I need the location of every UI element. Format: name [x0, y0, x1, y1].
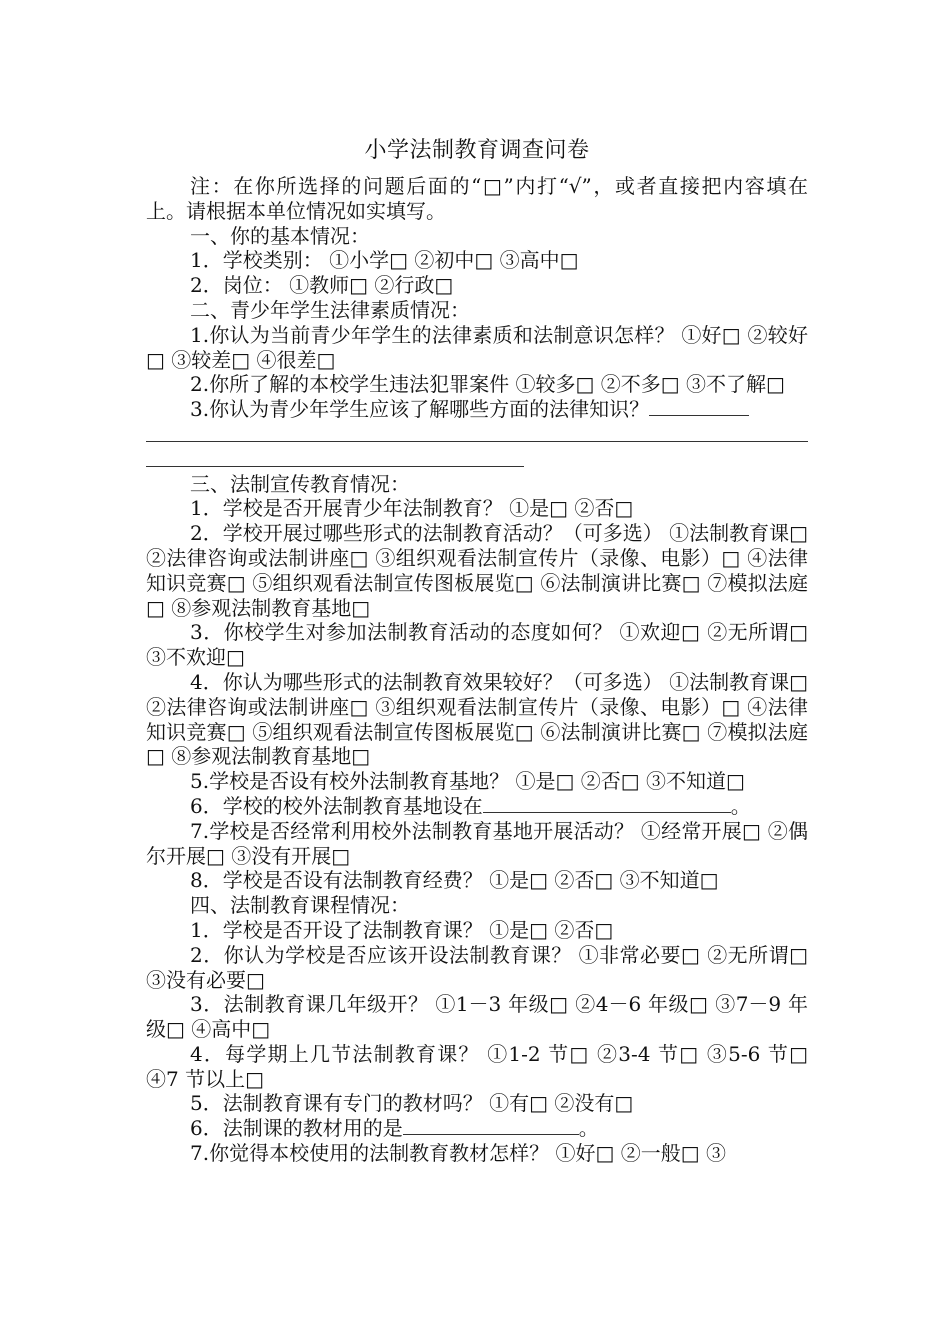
document-body [146, 174, 808, 1166]
question-base-usage: 7.学校是否经常利用校外法制教育基地开展活动？ ①经常开展□ ②偶尔开展□ ③没有开展□ [146, 818, 808, 868]
question-position: 2．岗位： ①教师□ ②行政□ [190, 273, 454, 298]
question-course-grades: 3．法制教育课几年级开？ ①1－3 年级□ ②4－6 年级□ ③7－9 年级□ ④高中□ [146, 992, 808, 1042]
question-student-attitude: 3．你校学生对参加法制教育活动的态度如何？ ①欢迎□ ②无所谓□ ③不欢迎□ [146, 620, 808, 670]
textbook-name-blank[interactable] [403, 1116, 579, 1135]
base-location-blank[interactable] [483, 794, 731, 813]
question-legal-education: 1．学校是否开展青少年法制教育？ ①是□ ②否□ [190, 496, 634, 521]
question-textbook-name-end: 。 [578, 1116, 599, 1141]
question-course-hours: 4．每学期上几节法制教育课？ ①1-2 节□ ②3-4 节□ ③5-6 节□ ④7 节以上□ [146, 1041, 808, 1091]
question-effective-forms: 4．你认为哪些形式的法制教育效果较好？（可多选） ①法制教育课□ ②法律咨询或法制讲座□ ③组织观看法制宣传片（录像、电影）□ ④法律知识竞赛□ ⑤组织观看法制宣传图板展览□ ⑥法制演讲比赛□ ⑦模拟法庭□ ⑧参观法制教育基地□ [146, 669, 808, 769]
section-2-heading: 二、青少年学生法律素质情况： [190, 297, 470, 322]
question-course-offered: 1．学校是否开设了法制教育课？ ①是□ ②否□ [190, 917, 614, 942]
answer-blank-line[interactable] [649, 397, 749, 416]
question-funding: 8．学校是否设有法制教育经费？ ①是□ ②否□ ③不知道□ [190, 868, 719, 893]
document-title: 小学法制教育调查问卷 [364, 138, 590, 163]
answer-line-2[interactable] [146, 447, 808, 472]
question-textbook-name [146, 1116, 808, 1141]
note-paragraph: 注：在你所选择的问题后面的“□”内打“√”，或者直接把内容填在 上。请根据本单位情况如实填写。 [146, 174, 808, 223]
question-textbook-name-text: 6．法制课的教材用的是 [190, 1116, 403, 1141]
question-legal-quality: 1.你认为当前青少年学生的法律素质和法制意识怎样？ ①好□ ②较好□ ③较差□ ④很差□ [146, 322, 808, 372]
question-crime-cases: 2.你所了解的本校学生违法犯罪案件 ①较多□ ②不多□ ③不了解□ [190, 372, 785, 397]
question-course-necessary: 2．你认为学校是否应该开设法制教育课？ ①非常必要□ ②无所谓□ ③没有必要□ [146, 942, 808, 992]
question-external-base: 5.学校是否设有校外法制教育基地？ ①是□ ②否□ ③不知道□ [190, 769, 745, 794]
question-base-location [146, 794, 808, 819]
question-activity-forms: 2．学校开展过哪些形式的法制教育活动？（可多选） ①法制教育课□ ②法律咨询或法制讲座□ ③组织观看法制宣传片（录像、电影）□ ④法律知识竞赛□ ⑤组织观看法制宣传图板展览□ ⑥法制演讲比赛□ ⑦模拟法庭□ ⑧参观法制教育基地□ [146, 521, 808, 620]
question-legal-knowledge-block [146, 397, 808, 471]
question-legal-knowledge [146, 397, 808, 422]
question-textbook-quality: 7.你觉得本校使用的法制教育教材怎样？ ①好□ ②一般□ ③ [190, 1141, 726, 1166]
section-3-heading: 三、法制宣传教育情况： [190, 471, 410, 496]
section-4-heading: 四、法制教育课程情况： [190, 893, 410, 918]
answer-line-1[interactable] [146, 422, 808, 447]
section-1-heading: 一、你的基本情况： [190, 223, 370, 248]
question-textbook-exists: 5．法制教育课有专门的教材吗？ ①有□ ②没有□ [190, 1091, 634, 1116]
question-base-location-text: 6．学校的校外法制教育基地设在 [190, 793, 483, 818]
question-school-type: 1．学校类别： ①小学□ ②初中□ ③高中□ [190, 248, 579, 273]
question-base-location-end: 。 [730, 793, 751, 818]
question-legal-knowledge-text: 3.你认为青少年学生应该了解哪些方面的法律知识？ [190, 397, 650, 422]
